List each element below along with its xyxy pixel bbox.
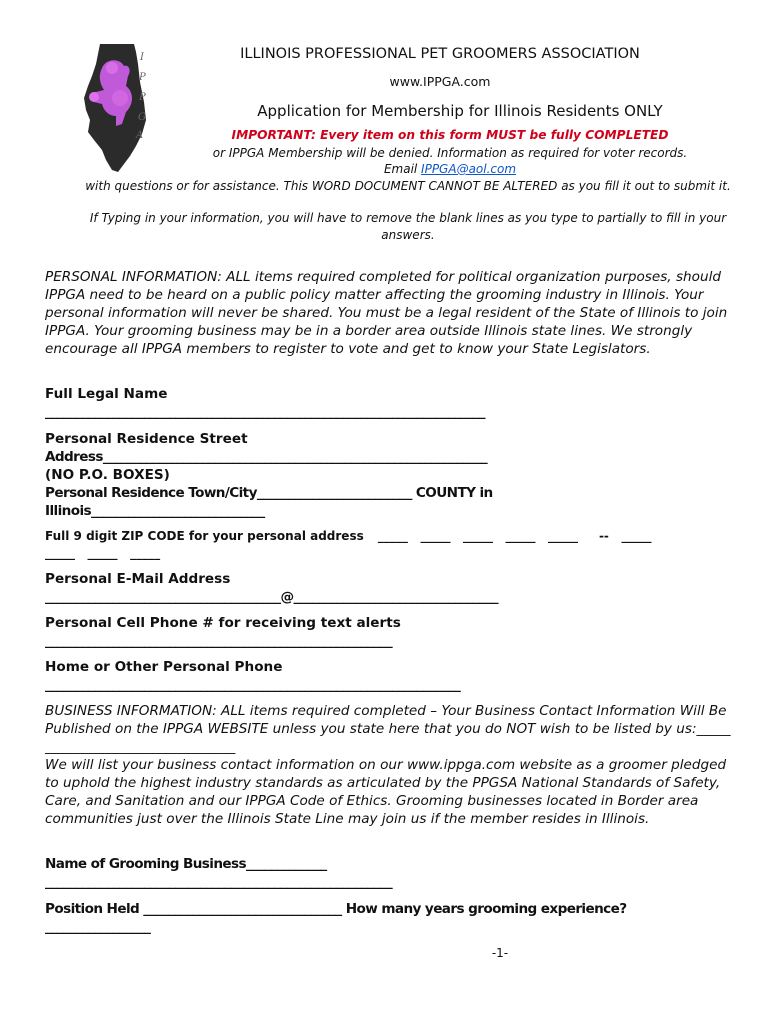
application-title: Application for Membership for Illinois Residents ONLY [257, 102, 663, 120]
page-number: -1- [491, 946, 509, 960]
position-experience-row[interactable]: Position Held ________________________________ How many years grooming experience? [45, 901, 627, 917]
typing-note: If Typing in your information, you will have to remove the blank lines as you type to partially to fill in your answers. [89, 211, 727, 242]
business-info-paragraph [45, 702, 735, 828]
street-label: Personal Residence Street [45, 431, 248, 447]
email-link[interactable]: IPPGA@aol.com [421, 162, 517, 176]
svg-text:P: P [139, 72, 146, 83]
zip-code-field-continued[interactable]: _____ _____ _____ [45, 546, 161, 560]
email-prefix: Email [383, 162, 422, 176]
email-label: Personal E-Mail Address [45, 571, 231, 587]
svg-text:P: P [139, 92, 146, 103]
svg-text:I: I [140, 52, 144, 63]
business-name-line[interactable]: ________________________________________________________ [45, 874, 393, 890]
email-field[interactable]: ______________________________________@_________________________________ [45, 589, 498, 605]
full-name-label: Full Legal Name [45, 386, 168, 402]
business-name-field[interactable]: Name of Grooming Business_____________ [45, 856, 327, 872]
illinois-dog-logo-icon [76, 42, 156, 174]
ippga-logo [76, 42, 156, 174]
org-name: ILLINOIS PROFESSIONAL PET GROOMERS ASSOCIATION [240, 46, 640, 62]
full-name-field[interactable]: _______________________________________________________________________ [45, 404, 485, 420]
home-phone-field[interactable]: ___________________________________________________________________ [45, 677, 461, 693]
website: www.IPPGA.com [389, 74, 491, 89]
town-county-field[interactable]: Personal Residence Town/City_________________________ COUNTY in [45, 485, 493, 501]
illinois-field[interactable]: Illinois____________________________ [45, 503, 265, 519]
email-line [160, 161, 740, 178]
assistance-note: with questions or for assistance. This WORD DOCUMENT CANNOT BE ALTERED as you fill it out to submit it. [85, 179, 731, 193]
important-notice: IMPORTANT: Every item on this form MUST be fully COMPLETED [231, 128, 669, 142]
zip-code-row [45, 528, 725, 562]
home-phone-label: Home or Other Personal Phone [45, 659, 283, 675]
personal-info-paragraph: PERSONAL INFORMATION: ALL items required completed for political organization purposes, should IPPGA need to be heard on a public policy matter affecting the grooming industry in Illinois. Your personal information will never be shared. You must be a legal resident of the State of Illinois to join IPPGA. Your grooming business may be in a border area outside Illinois state lines. We strongly encourage all IPPGA members to register to vote and get to know your State Legislators. [45, 269, 728, 357]
cell-phone-label: Personal Cell Phone # for receiving text alerts [45, 615, 401, 631]
denial-note: or IPPGA Membership will be denied. Information as required for voter records. [212, 146, 688, 160]
business-listing-description: We will list your business contact information on our www.ippga.com website as a groomer pledged to uphold the highest industry standards as articulated by the PPGSA National Standards of Safety, Care, and Sanitation and our IPPGA Code of Ethics. Grooming businesses located in Border area communities just over the Illinois State Line may join us if the member resides in Illinois. [45, 757, 727, 827]
street-address-field[interactable]: Address______________________________________________________________ [45, 449, 488, 465]
business-listing-notice: BUSINESS INFORMATION: ALL items required completed – Your Business Contact Information Will Be Published on the IPPGA WEBSITE unless you state here that you do NOT wish to be listed by us:_________________________________ [45, 703, 731, 755]
svg-text:A: A [136, 130, 144, 141]
svg-text:G: G [138, 112, 146, 123]
years-experience-field[interactable]: _________________ [45, 919, 151, 935]
cell-phone-field[interactable]: ________________________________________________________ [45, 633, 393, 649]
zip-code-label: Full 9 digit ZIP CODE for your personal address [45, 529, 364, 543]
zip-code-field[interactable]: _____ _____ _____ _____ _____ -- _____ [377, 529, 652, 543]
no-po-boxes-label: (NO P.O. BOXES) [45, 467, 170, 483]
